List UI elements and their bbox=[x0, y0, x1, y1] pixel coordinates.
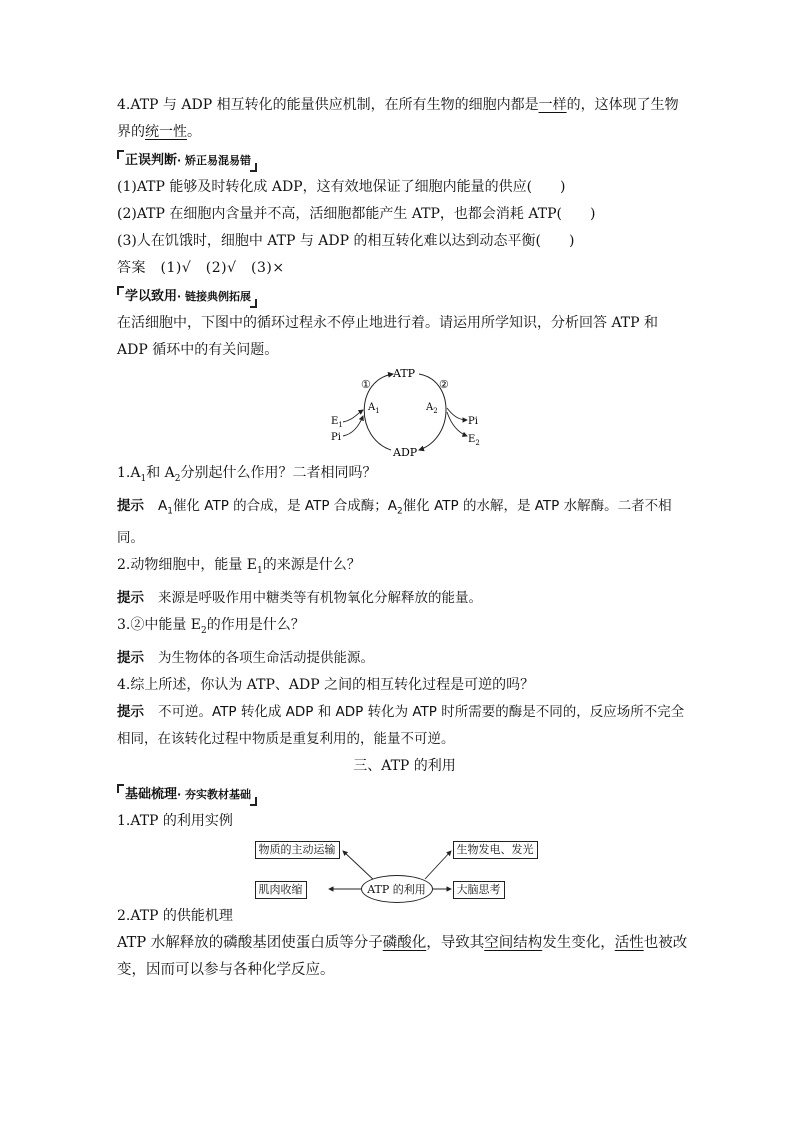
atp-label: ATP bbox=[392, 368, 415, 380]
underlined-blank: 磷酸化 bbox=[382, 935, 427, 952]
step-2-label: ② bbox=[438, 378, 449, 391]
mechanism-title: 2.ATP 的供能机理 bbox=[117, 908, 233, 925]
svg-text:E1: $E_1$ bbox=[330, 416, 343, 429]
pi-out-label: Pi bbox=[467, 416, 478, 427]
step-1-label: ① bbox=[360, 378, 371, 391]
e2-arrow bbox=[447, 412, 467, 436]
question-4: 4.综上所述，你认为 ATP、ADP 之间的相互转化过程是可逆的吗？ bbox=[117, 677, 535, 694]
use-box-brain: 大脑思考 bbox=[453, 881, 505, 899]
e1-arrow bbox=[343, 410, 363, 422]
enzyme-a1-label: A bbox=[367, 402, 375, 413]
use-center-ellipse: ATP 的利用 bbox=[361, 875, 433, 903]
hint-1: 提示 $A_1$催化 ATP 的合成，是 ATP 合成酶；$A_2$催化 ATP 的水解，是 ATP 水解酶。二者不相同。 bbox=[117, 497, 672, 547]
pi-in-arrow bbox=[343, 416, 363, 436]
underlined-blank: 活性 bbox=[614, 935, 644, 952]
section-tag-basics: 基础梳理· 夯实教材基础 bbox=[117, 784, 257, 806]
svg-text:E2: $E_2$ bbox=[467, 434, 480, 447]
use-title: 1.ATP 的利用实例 bbox=[117, 813, 233, 830]
svg-text:A1: $A_1$ bbox=[367, 402, 380, 415]
atp-adp-cycle-diagram bbox=[325, 368, 485, 458]
enzyme-a2-label: A bbox=[425, 402, 433, 413]
adp-label: ADP bbox=[392, 446, 417, 458]
section-tag-apply: 学以致用· 链接典例拓展 bbox=[117, 286, 257, 308]
intro-text: 在活细胞中，下图中的循环过程永不停止地进行着。请运用所学知识，分析回答 ATP 和 ADP 循环中的有关问题。 bbox=[117, 315, 659, 358]
section-4-text: 4.ATP 与 ADP 相互转化的能量供应机制，在所有生物的细胞内都是一样的，这体现了生物界的统一性。 bbox=[117, 97, 679, 140]
judge-item-3: (3)人在饥饿时，细胞中 ATP 与 ADP 的相互转化难以达到动态平衡( ) bbox=[117, 233, 575, 249]
svg-text:A2: $A_2$ bbox=[425, 402, 438, 415]
hint-3: 提示 为生物体的各项生命活动提供能源。 bbox=[117, 650, 374, 667]
judge-item-2: (2)ATP 在细胞内含量并不高，活细胞都能产生 ATP，也都会消耗 ATP( ) bbox=[117, 206, 596, 222]
use-box-active-transport: 物质的主动运输 bbox=[255, 841, 340, 859]
energy-e2-label: E bbox=[467, 434, 475, 445]
underlined-blank: 统一性 bbox=[145, 124, 187, 140]
hint-4: 提示 不可逆。ATP 转化成 ADP 和 ADP 转化为 ATP 时所需要的酶是不同的，反应场所不完全相同，在该转化过程中物质是重复利用的，能量不可逆。 bbox=[117, 704, 685, 748]
section-heading-3: 三、ATP 的利用 bbox=[353, 758, 456, 775]
answer-line: 答案 (1)√ (2)√ (3)× bbox=[117, 260, 285, 276]
document-page bbox=[117, 92, 692, 984]
question-2: 2.动物细胞中，能量 $E_1$的来源是什么？ bbox=[117, 557, 361, 577]
pi-out-arrow bbox=[447, 408, 467, 420]
mechanism-text: ATP 水解释放的磷酸基团使蛋白质等分子磷酸化，导致其空间结构发生变化，活性也被改变，因而可以参与各种化学反应。 bbox=[117, 935, 688, 979]
energy-e1-label: E bbox=[330, 416, 338, 427]
underlined-blank: 空间结构 bbox=[484, 935, 543, 952]
question-3: 3.②中能量 $E_2$的作用是什么？ bbox=[117, 617, 305, 637]
underlined-blank: 一样 bbox=[538, 97, 567, 113]
hint-2: 提示 来源是呼吸作用中糖类等有机物氧化分解释放的能量。 bbox=[117, 590, 482, 607]
use-box-bioelectric-light: 生物发电、发光 bbox=[453, 841, 538, 859]
question-1: $1.A_1$和 $A_2$分别起什么作用？二者相同吗？ bbox=[117, 465, 377, 484]
atp-use-diagram bbox=[255, 839, 555, 901]
pi-in-label: Pi bbox=[330, 432, 341, 443]
section-tag-judge: 正误判断· 矫正易混易错 bbox=[117, 150, 257, 172]
judge-item-1: (1)ATP 能够及时转化成 ADP，这有效地保证了细胞内能量的供应( ) bbox=[117, 179, 566, 195]
use-box-muscle: 肌肉收缩 bbox=[255, 881, 307, 899]
